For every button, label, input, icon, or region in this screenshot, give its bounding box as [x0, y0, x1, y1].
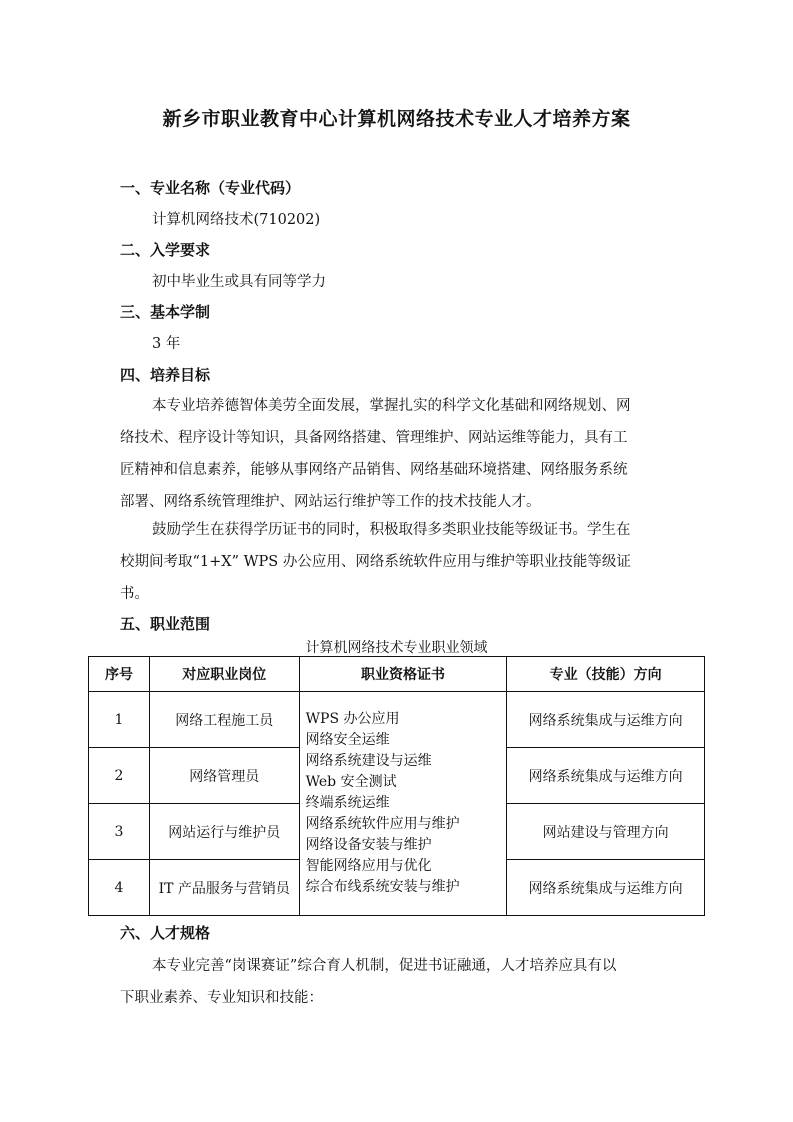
certificate-paragraph-line: 鼓励学生在获得学历证书的同时，积极取得多类职业技能等级证书。学生在 — [152, 522, 631, 538]
cell-position: IT 产品服务与营销员 — [149, 860, 299, 916]
section-heading-career-scope: 五、职业范围 — [120, 615, 211, 633]
major-name-text: 计算机网络技术(710202) — [152, 212, 321, 228]
certificate-item: 终端系统运维 — [305, 795, 390, 811]
objectives-paragraph-line: 部署、网络系统管理维护、网站运行维护等工作的技术技能人才。 — [120, 494, 541, 510]
certificate-item: 网络系统软件应用与维护 — [305, 816, 460, 832]
section-heading-objectives: 四、培养目标 — [120, 366, 211, 384]
certificate-item: Web 安全测试 — [305, 774, 397, 790]
cell-certificates — [299, 692, 507, 916]
section-heading-major-name: 一、专业名称（专业代码） — [120, 179, 301, 197]
header-certificate: 职业资格证书 — [299, 657, 507, 692]
cell-position: 网站运行与维护员 — [149, 804, 299, 860]
cell-direction: 网站建设与管理方向 — [507, 804, 705, 860]
certificate-item: 网络设备安装与维护 — [305, 837, 432, 853]
section-heading-duration: 三、基本学制 — [120, 303, 211, 321]
talent-spec-line: 本专业完善“岗课赛证”综合育人机制，促进书证融通，人才培养应具有以 — [152, 958, 617, 974]
certificate-item: WPS 办公应用 — [305, 711, 400, 727]
cell-no: 1 — [89, 692, 150, 748]
cell-position: 网络管理员 — [149, 748, 299, 804]
cell-position: 网络工程施工员 — [149, 692, 299, 748]
cell-no: 4 — [89, 860, 150, 916]
certificate-item: 智能网络应用与优化 — [305, 858, 432, 874]
objectives-paragraph-line: 匠精神和信息素养，能够从事网络产品销售、网络基础环境搭建、网络服务系统 — [120, 462, 628, 478]
header-direction: 专业（技能）方向 — [507, 657, 705, 692]
cell-no: 3 — [89, 804, 150, 860]
certificate-paragraph-line: 书。 — [120, 586, 149, 602]
header-no: 序号 — [89, 657, 150, 692]
table-caption: 计算机网络技术专业职业领域 — [305, 640, 488, 656]
duration-text: 3 年 — [152, 336, 181, 352]
header-position: 对应职业岗位 — [149, 657, 299, 692]
section-heading-talent-spec: 六、人才规格 — [120, 924, 211, 942]
section-heading-admission: 二、入学要求 — [120, 241, 211, 259]
certificate-item: 网络安全运维 — [305, 732, 390, 748]
table-row — [89, 692, 705, 748]
admission-text: 初中毕业生或具有同等学力 — [152, 274, 326, 290]
talent-spec-line: 下职业素养、专业知识和技能： — [120, 990, 323, 1006]
cell-no: 2 — [89, 748, 150, 804]
table-header-row — [89, 657, 705, 692]
certificate-paragraph-line: 校期间考取“1+X” WPS 办公应用、网络系统软件应用与维护等职业技能等级证 — [120, 554, 631, 570]
cell-direction: 网络系统集成与运维方向 — [507, 692, 705, 748]
career-field-table — [88, 656, 705, 916]
objectives-paragraph-line: 本专业培养德智体美劳全面发展，掌握扎实的科学文化基础和网络规划、网 — [152, 398, 631, 414]
certificate-item: 综合布线系统安装与维护 — [305, 879, 460, 895]
cell-direction: 网络系统集成与运维方向 — [507, 748, 705, 804]
certificate-item: 网络系统建设与运维 — [305, 753, 432, 769]
objectives-paragraph-line: 络技术、程序设计等知识，具备网络搭建、管理维护、网站运维等能力，具有工 — [120, 430, 628, 446]
document-title: 新乡市职业教育中心计算机网络技术专业人才培养方案 — [162, 108, 631, 130]
cell-direction: 网络系统集成与运维方向 — [507, 860, 705, 916]
